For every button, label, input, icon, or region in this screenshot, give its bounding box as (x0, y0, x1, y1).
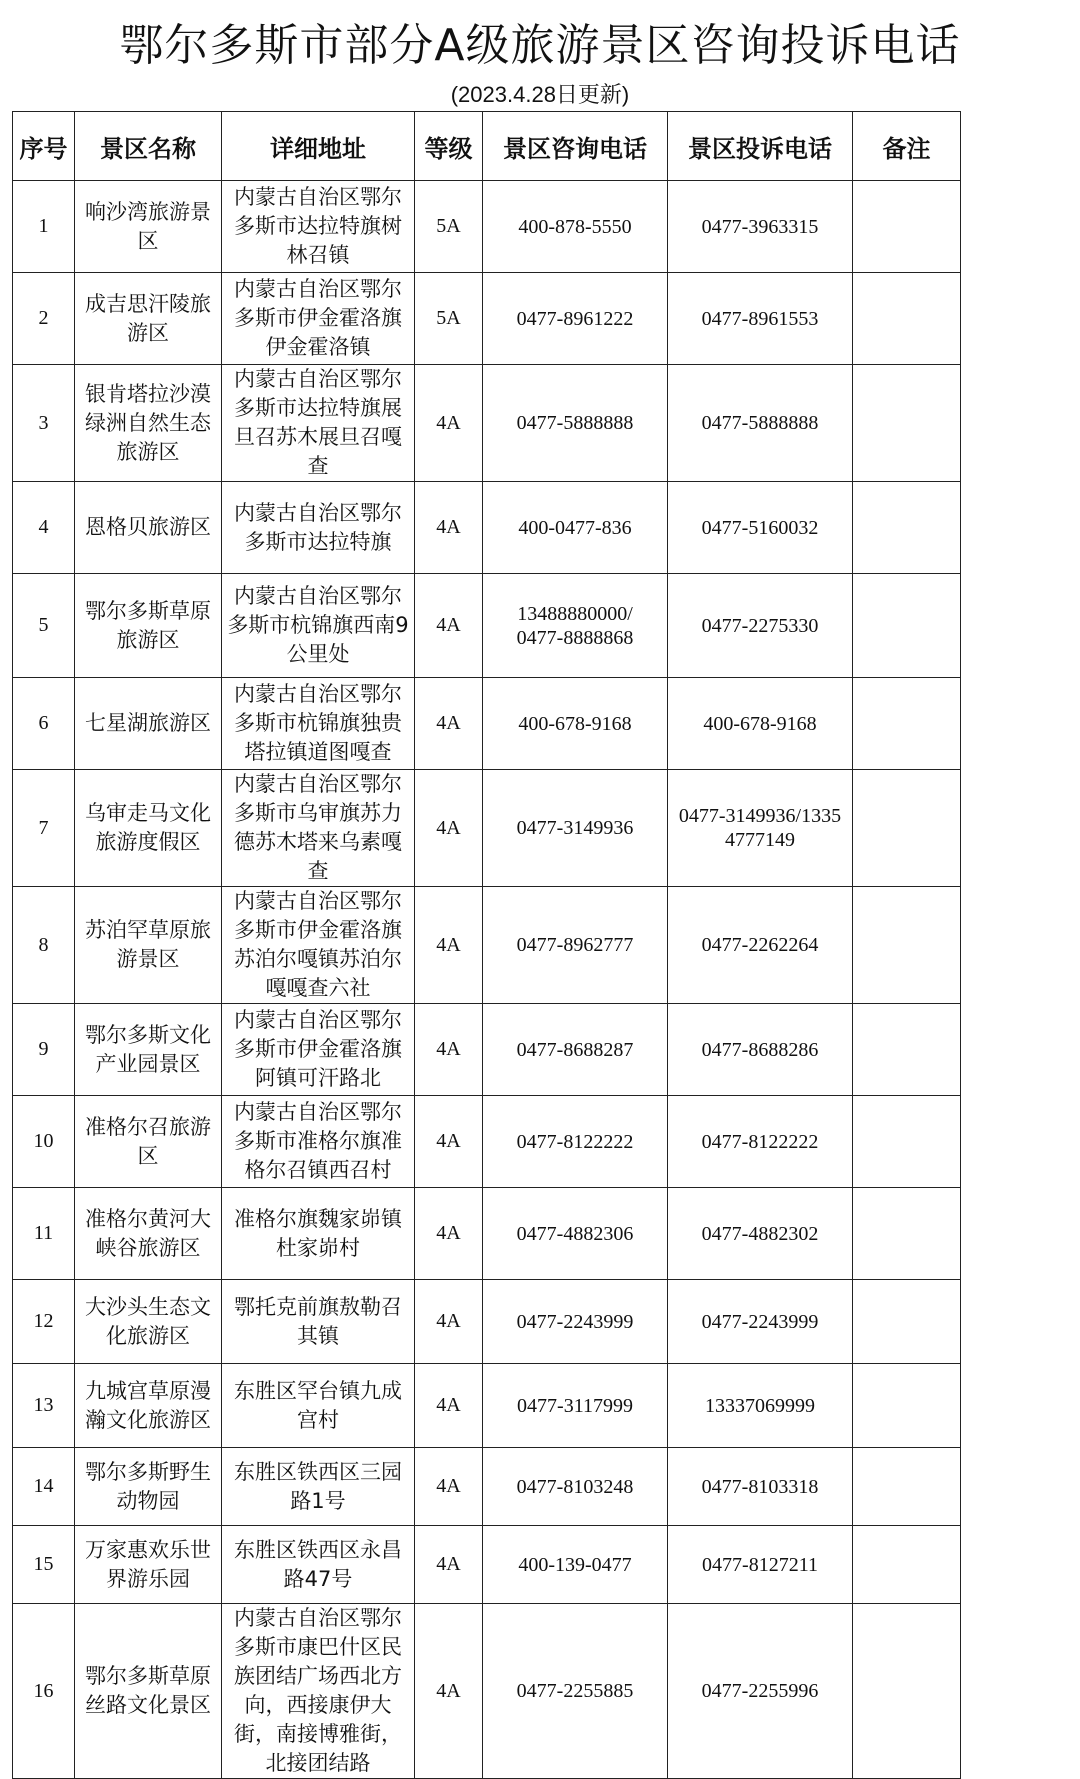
row-number: 7 (13, 770, 75, 887)
scenic-level: 5A (415, 273, 483, 365)
consult-phone: 0477-8122222 (483, 1096, 668, 1188)
scenic-address: 准格尔旗魏家峁镇杜家峁村 (222, 1188, 415, 1280)
table-row (13, 574, 961, 678)
row-number: 9 (13, 1004, 75, 1096)
consult-phone: 0477-8103248 (483, 1448, 668, 1526)
scenic-address: 内蒙古自治区鄂尔多斯市杭锦旗独贵塔拉镇道图嘎查 (222, 678, 415, 770)
note-cell (853, 887, 961, 1004)
scenic-name: 鄂尔多斯文化产业园景区 (75, 1004, 222, 1096)
complaint-phone: 0477-2275330 (668, 574, 853, 678)
scenic-address: 内蒙古自治区鄂尔多斯市达拉特旗树林召镇 (222, 181, 415, 273)
consult-phone: 0477-4882306 (483, 1188, 668, 1280)
table-row (13, 678, 961, 770)
scenic-level: 4A (415, 1526, 483, 1604)
note-cell (853, 1364, 961, 1448)
consult-phone: 0477-8688287 (483, 1004, 668, 1096)
scenic-address: 内蒙古自治区鄂尔多斯市达拉特旗 (222, 482, 415, 574)
scenic-address: 内蒙古自治区鄂尔多斯市康巴什区民族团结广场西北方向，西接康伊大街，南接博雅街，北接团结路 (222, 1604, 415, 1779)
consult-phone: 0477-3117999 (483, 1364, 668, 1448)
scenic-address: 东胜区铁西区三园路1号 (222, 1448, 415, 1526)
scenic-level: 4A (415, 482, 483, 574)
table-row (13, 887, 961, 1004)
note-cell (853, 1004, 961, 1096)
table-header-row (13, 112, 961, 181)
scenic-level: 4A (415, 1096, 483, 1188)
scenic-name: 恩格贝旅游区 (75, 482, 222, 574)
complaint-phone: 0477-5888888 (668, 365, 853, 482)
scenic-level: 4A (415, 678, 483, 770)
complaint-phone: 0477-8103318 (668, 1448, 853, 1526)
row-number: 15 (13, 1526, 75, 1604)
header-level: 等级 (415, 112, 483, 181)
row-number: 12 (13, 1280, 75, 1364)
row-number: 2 (13, 273, 75, 365)
complaint-phone: 400-678-9168 (668, 678, 853, 770)
complaint-phone: 0477-4882302 (668, 1188, 853, 1280)
table-row (13, 181, 961, 273)
consult-phone: 400-0477-836 (483, 482, 668, 574)
scenic-name: 万家惠欢乐世界游乐园 (75, 1526, 222, 1604)
note-cell (853, 1604, 961, 1779)
row-number: 13 (13, 1364, 75, 1448)
scenic-address: 内蒙古自治区鄂尔多斯市达拉特旗展旦召苏木展旦召嘎查 (222, 365, 415, 482)
header-complaint-phone: 景区投诉电话 (668, 112, 853, 181)
complaint-phone: 0477-8127211 (668, 1526, 853, 1604)
note-cell (853, 678, 961, 770)
table-row (13, 770, 961, 887)
scenic-name: 七星湖旅游区 (75, 678, 222, 770)
consult-phone: 13488880000/ 0477-8888868 (483, 574, 668, 678)
update-date: (2023.4.28日更新) (450, 82, 630, 107)
scenic-address: 内蒙古自治区鄂尔多斯市伊金霍洛旗苏泊尔嘎镇苏泊尔嘎嘎查六社 (222, 887, 415, 1004)
header-note: 备注 (853, 112, 961, 181)
scenic-name: 大沙头生态文化旅游区 (75, 1280, 222, 1364)
scenic-name: 鄂尔多斯野生动物园 (75, 1448, 222, 1526)
scenic-level: 4A (415, 1280, 483, 1364)
scenic-address: 内蒙古自治区鄂尔多斯市杭锦旗西南9公里处 (222, 574, 415, 678)
consult-phone: 0477-8962777 (483, 887, 668, 1004)
table-row (13, 1448, 961, 1526)
table-row (13, 365, 961, 482)
complaint-phone: 13337069999 (668, 1364, 853, 1448)
note-cell (853, 574, 961, 678)
complaint-phone: 0477-2243999 (668, 1280, 853, 1364)
complaint-phone: 0477-8122222 (668, 1096, 853, 1188)
header-consult-phone: 景区咨询电话 (483, 112, 668, 181)
row-number: 1 (13, 181, 75, 273)
row-number: 11 (13, 1188, 75, 1280)
page-title: 鄂尔多斯市部分A级旅游景区咨询投诉电话 (119, 20, 961, 71)
row-number: 16 (13, 1604, 75, 1779)
consult-phone: 400-878-5550 (483, 181, 668, 273)
header-no: 序号 (13, 112, 75, 181)
row-number: 3 (13, 365, 75, 482)
scenic-address: 鄂托克前旗敖勒召其镇 (222, 1280, 415, 1364)
consult-phone: 0477-3149936 (483, 770, 668, 887)
scenic-name: 成吉思汗陵旅游区 (75, 273, 222, 365)
note-cell (853, 1096, 961, 1188)
note-cell (853, 770, 961, 887)
note-cell (853, 181, 961, 273)
scenic-address: 内蒙古自治区鄂尔多斯市伊金霍洛旗阿镇可汗路北 (222, 1004, 415, 1096)
scenic-address: 东胜区铁西区永昌路47号 (222, 1526, 415, 1604)
row-number: 14 (13, 1448, 75, 1526)
note-cell (853, 273, 961, 365)
scenic-level: 4A (415, 887, 483, 1004)
note-cell (853, 482, 961, 574)
table-row (13, 1604, 961, 1779)
scenic-level: 4A (415, 574, 483, 678)
row-number: 4 (13, 482, 75, 574)
table-row (13, 1526, 961, 1604)
scenic-name: 九城宫草原漫瀚文化旅游区 (75, 1364, 222, 1448)
complaint-phone: 0477-8688286 (668, 1004, 853, 1096)
note-cell (853, 1280, 961, 1364)
scenic-name: 准格尔召旅游区 (75, 1096, 222, 1188)
scenic-level: 4A (415, 770, 483, 887)
complaint-phone: 0477-8961553 (668, 273, 853, 365)
consult-phone: 400-678-9168 (483, 678, 668, 770)
scenic-level: 4A (415, 1448, 483, 1526)
note-cell (853, 1448, 961, 1526)
note-cell (853, 365, 961, 482)
scenic-address: 东胜区罕台镇九成宫村 (222, 1364, 415, 1448)
header-name: 景区名称 (75, 112, 222, 181)
table-row (13, 1280, 961, 1364)
row-number: 10 (13, 1096, 75, 1188)
table-row (13, 1188, 961, 1280)
row-number: 8 (13, 887, 75, 1004)
consult-phone: 0477-5888888 (483, 365, 668, 482)
note-cell (853, 1526, 961, 1604)
scenic-address: 内蒙古自治区鄂尔多斯市乌审旗苏力德苏木塔来乌素嘎查 (222, 770, 415, 887)
complaint-phone: 0477-3963315 (668, 181, 853, 273)
complaint-phone: 0477-2262264 (668, 887, 853, 1004)
complaint-phone: 0477-5160032 (668, 482, 853, 574)
scenic-level: 4A (415, 365, 483, 482)
scenic-name: 乌审走马文化旅游度假区 (75, 770, 222, 887)
table-row (13, 1364, 961, 1448)
consult-phone: 400-139-0477 (483, 1526, 668, 1604)
consult-phone: 0477-2255885 (483, 1604, 668, 1779)
header-address: 详细地址 (222, 112, 415, 181)
row-number: 6 (13, 678, 75, 770)
scenic-name: 准格尔黄河大峡谷旅游区 (75, 1188, 222, 1280)
scenic-level: 4A (415, 1004, 483, 1096)
scenic-name: 鄂尔多斯草原旅游区 (75, 574, 222, 678)
scenic-name: 银肯塔拉沙漠绿洲自然生态旅游区 (75, 365, 222, 482)
table-row (13, 482, 961, 574)
scenic-name: 苏泊罕草原旅游景区 (75, 887, 222, 1004)
complaint-phone: 0477-3149936/1335 4777149 (668, 770, 853, 887)
table-row (13, 1004, 961, 1096)
consult-phone: 0477-8961222 (483, 273, 668, 365)
consult-phone: 0477-2243999 (483, 1280, 668, 1364)
note-cell (853, 1188, 961, 1280)
complaint-phone: 0477-2255996 (668, 1604, 853, 1779)
scenic-area-table (12, 111, 961, 1779)
row-number: 5 (13, 574, 75, 678)
table-row (13, 273, 961, 365)
scenic-level: 4A (415, 1604, 483, 1779)
scenic-name: 鄂尔多斯草原丝路文化景区 (75, 1604, 222, 1779)
scenic-level: 5A (415, 181, 483, 273)
scenic-address: 内蒙古自治区鄂尔多斯市准格尔旗准格尔召镇西召村 (222, 1096, 415, 1188)
scenic-level: 4A (415, 1364, 483, 1448)
scenic-level: 4A (415, 1188, 483, 1280)
scenic-address: 内蒙古自治区鄂尔多斯市伊金霍洛旗伊金霍洛镇 (222, 273, 415, 365)
scenic-name: 响沙湾旅游景区 (75, 181, 222, 273)
table-row (13, 1096, 961, 1188)
